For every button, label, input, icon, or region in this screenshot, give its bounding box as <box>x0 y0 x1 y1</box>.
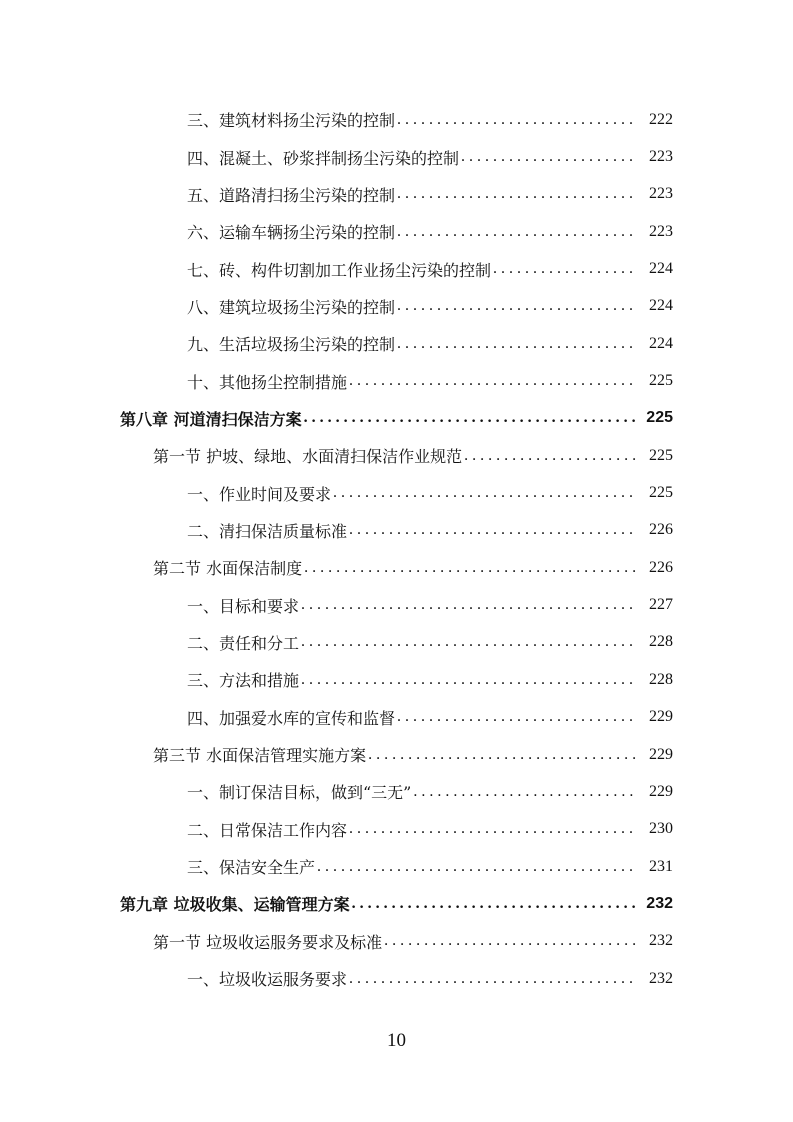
toc-item-entry[interactable] <box>0 362 793 399</box>
toc-entry-page: 225 <box>649 372 673 390</box>
toc-item-entry[interactable] <box>0 848 793 885</box>
toc-item-entry[interactable] <box>0 176 793 213</box>
toc-entry-page: 230 <box>649 820 673 838</box>
dot-leader <box>397 111 637 129</box>
toc-entry-page: 232 <box>646 894 673 912</box>
toc-chapter-entry[interactable] <box>0 400 793 437</box>
dot-leader <box>413 783 637 801</box>
toc-entry-page: 229 <box>649 745 673 763</box>
dot-leader <box>349 970 637 988</box>
dot-leader <box>333 484 637 502</box>
toc-section-entry[interactable] <box>0 923 793 960</box>
toc-entry-page: 228 <box>649 670 673 688</box>
toc-chapter-entry[interactable] <box>0 885 793 922</box>
toc-entry-page: 232 <box>649 932 673 950</box>
table-of-contents <box>0 101 793 997</box>
toc-item-entry[interactable] <box>0 101 793 138</box>
toc-item-entry[interactable] <box>0 213 793 250</box>
toc-entry-title: 三、保洁安全生产 <box>187 858 316 878</box>
toc-entry-title: 四、加强爱水库的宣传和监督 <box>187 708 396 728</box>
toc-entry-title: 二、清扫保洁质量标准 <box>187 521 348 541</box>
page-number: 10 <box>387 1030 406 1051</box>
toc-entry-title: 五、道路清扫扬尘污染的控制 <box>187 185 396 205</box>
dot-leader <box>397 223 637 241</box>
toc-item-entry[interactable] <box>0 773 793 810</box>
toc-item-entry[interactable] <box>0 699 793 736</box>
toc-entry-title: 一、目标和要求 <box>187 596 300 616</box>
toc-section-entry[interactable] <box>0 736 793 773</box>
dot-leader <box>352 895 637 913</box>
toc-entry-title: 八、建筑垃圾扬尘污染的控制 <box>187 297 396 317</box>
dot-leader <box>304 559 637 577</box>
dot-leader <box>368 746 637 764</box>
toc-item-entry[interactable] <box>0 512 793 549</box>
toc-item-entry[interactable] <box>0 288 793 325</box>
toc-item-entry[interactable] <box>0 138 793 175</box>
toc-entry-title: 七、砖、构件切割加工作业扬尘污染的控制 <box>187 260 492 280</box>
toc-item-entry[interactable] <box>0 586 793 623</box>
toc-entry-title: 二、日常保洁工作内容 <box>187 820 348 840</box>
dot-leader <box>493 260 637 278</box>
dot-leader <box>397 708 637 726</box>
toc-entry-page: 225 <box>649 446 673 464</box>
toc-entry-page: 224 <box>649 334 673 352</box>
dot-leader <box>464 447 637 465</box>
toc-entry-page: 228 <box>649 633 673 651</box>
toc-item-entry[interactable] <box>0 624 793 661</box>
toc-entry-title: 六、运输车辆扬尘污染的控制 <box>187 223 396 243</box>
toc-entry-title: 第一节 垃圾收运服务要求及标准 <box>153 932 383 952</box>
toc-item-entry[interactable] <box>0 474 793 511</box>
toc-section-entry[interactable] <box>0 549 793 586</box>
dot-leader <box>349 820 637 838</box>
toc-entry-title: 三、方法和措施 <box>187 671 300 691</box>
dot-leader <box>461 148 637 166</box>
toc-entry-page: 224 <box>649 297 673 315</box>
toc-item-entry[interactable] <box>0 661 793 698</box>
dot-leader <box>397 185 637 203</box>
dot-leader <box>349 372 637 390</box>
toc-entry-title: 一、垃圾收运服务要求 <box>187 970 348 990</box>
toc-entry-title: 一、作业时间及要求 <box>187 484 332 504</box>
toc-entry-title: 四、混凝土、砂浆拌制扬尘污染的控制 <box>187 148 460 168</box>
toc-entry-title: 一、制订保洁目标，做到“三无” <box>187 783 412 803</box>
dot-leader <box>397 297 637 315</box>
toc-entry-page: 223 <box>649 222 673 240</box>
toc-section-entry[interactable] <box>0 437 793 474</box>
dot-leader <box>304 409 637 427</box>
toc-entry-page: 226 <box>649 558 673 576</box>
toc-entry-title: 第九章 垃圾收集、运输管理方案 <box>120 895 350 915</box>
toc-entry-page: 232 <box>649 969 673 987</box>
dot-leader <box>397 335 637 353</box>
toc-entry-page: 223 <box>649 185 673 203</box>
toc-entry-page: 231 <box>649 857 673 875</box>
toc-entry-title: 九、生活垃圾扬尘污染的控制 <box>187 335 396 355</box>
toc-entry-page: 222 <box>649 110 673 128</box>
toc-entry-title: 十、其他扬尘控制措施 <box>187 372 348 392</box>
toc-entry-page: 224 <box>649 260 673 278</box>
toc-entry-page: 227 <box>649 596 673 614</box>
toc-item-entry[interactable] <box>0 811 793 848</box>
dot-leader <box>301 633 637 651</box>
dot-leader <box>349 521 637 539</box>
toc-item-entry[interactable] <box>0 325 793 362</box>
dot-leader <box>301 671 637 689</box>
toc-entry-page: 223 <box>649 148 673 166</box>
toc-entry-title: 第三节 水面保洁管理实施方案 <box>153 746 367 766</box>
toc-item-entry[interactable] <box>0 250 793 287</box>
dot-leader <box>301 596 637 614</box>
toc-entry-page: 225 <box>649 484 673 502</box>
toc-entry-page: 229 <box>649 782 673 800</box>
dot-leader <box>317 858 637 876</box>
toc-entry-page: 226 <box>649 521 673 539</box>
toc-entry-title: 第二节 水面保洁制度 <box>153 559 303 579</box>
dot-leader <box>384 932 637 950</box>
toc-entry-title: 第八章 河道清扫保洁方案 <box>120 409 302 429</box>
toc-entry-title: 第一节 护坡、绿地、水面清扫保洁作业规范 <box>153 447 463 467</box>
toc-entry-page: 229 <box>649 708 673 726</box>
toc-entry-title: 三、建筑材料扬尘污染的控制 <box>187 111 396 131</box>
toc-entry-page: 225 <box>646 409 673 427</box>
toc-entry-title: 二、责任和分工 <box>187 633 300 653</box>
toc-item-entry[interactable] <box>0 960 793 997</box>
